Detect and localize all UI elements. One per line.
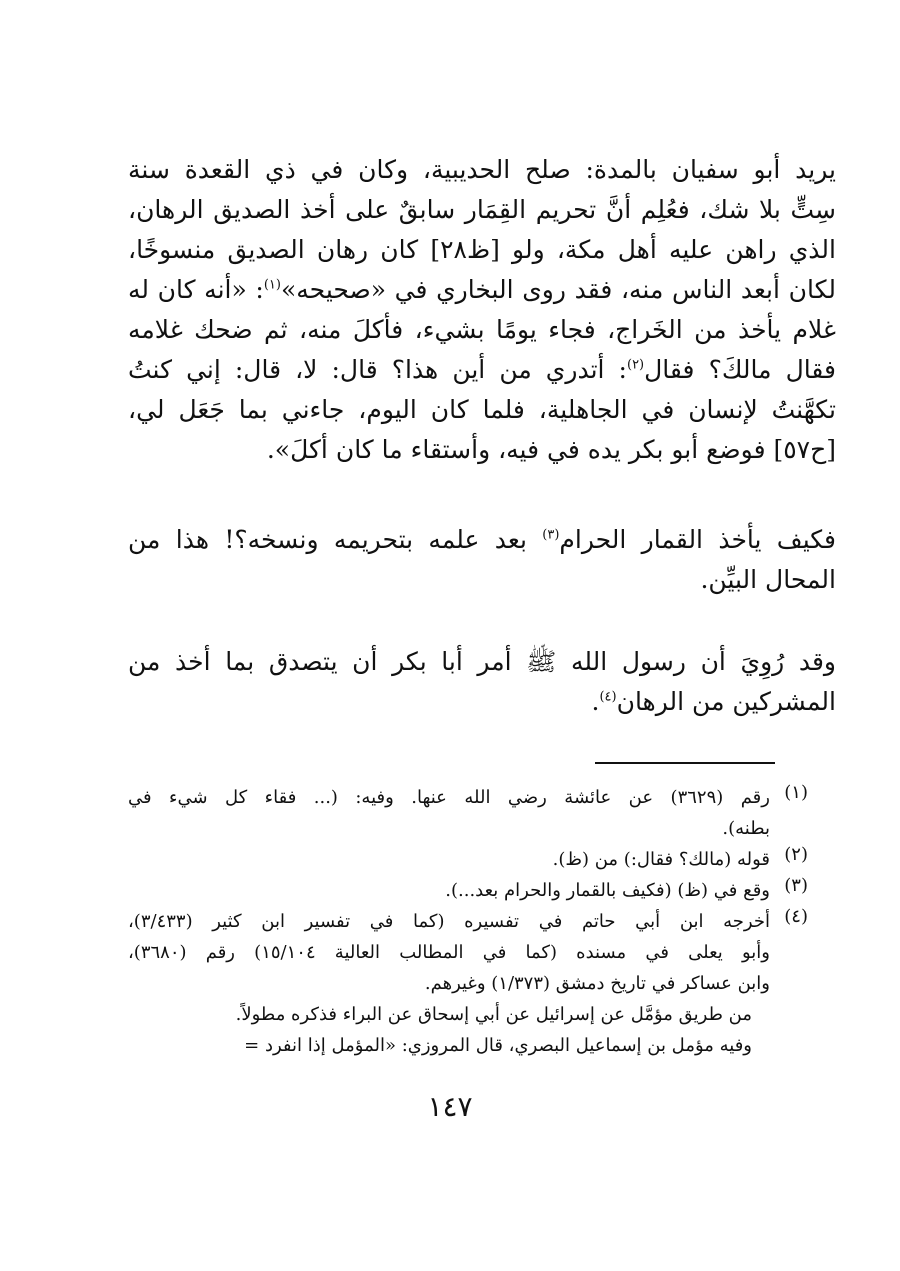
text-line <box>128 350 836 390</box>
footnote-ref-3[interactable]: (٣) <box>542 527 560 543</box>
text-line: سِتٍّ بلا شك، فعُلِم أنَّ تحريم القِمَار سابقٌ على أخذ الصديق الرهان، <box>128 195 836 224</box>
footnote-line: رقم (٣٦٢٩) عن عائشة رضي الله عنها. وفيه: (... فقاء كل شيء في <box>128 787 770 808</box>
footnote-line: وفيه مؤمل بن إسماعيل البصري، قال المروزي: «المؤمل إذا انفرد = <box>244 1035 752 1056</box>
text-line: تكهَّنتُ لإنسان في الجاهلية، فلما كان اليوم، جاءني بما جَعَل لي، <box>128 395 836 424</box>
text-line: غلام يأخذ من الخَراج، فجاء يومًا بشيء، فأكلَ منه، ثم ضحك غلامه <box>128 315 836 344</box>
footnote-number: (١) <box>784 782 808 803</box>
text-line <box>128 520 836 560</box>
footnote-1 <box>128 782 808 844</box>
paragraph-3 <box>128 642 836 722</box>
footnote-number: (٤) <box>784 906 808 927</box>
footnote-line: قوله (مالك؟ فقال:) من (ظ). <box>552 849 770 870</box>
footnote-line: من طريق مؤمَّل عن إسرائيل عن أبي إسحاق عن البراء فذكره مطولاً. <box>235 1004 752 1025</box>
footnote-line: أخرجه ابن أبي حاتم في تفسيره (كما في تفسير ابن كثير (٣/٤٣٣)، <box>128 911 770 932</box>
footnote-line: وابن عساكر في تاريخ دمشق (١/٣٧٣) وغيرهم. <box>424 973 770 994</box>
paragraph-1 <box>128 150 836 470</box>
page-number: ١٤٧ <box>427 1090 473 1123</box>
text-line: وقد رُوِيَ أن رسول الله ﷺ أمر أبا بكر أن يتصدق بما أخذ من <box>128 647 836 676</box>
paragraph-2 <box>128 520 836 600</box>
footnote-line: بطنه). <box>722 818 770 839</box>
footnote-ref-1[interactable]: (١) <box>263 277 281 293</box>
text-fragment: المشركين من الرهان <box>616 687 836 716</box>
text-fragment: فقال مالكَ؟ فقال <box>644 355 836 384</box>
text-fragment: : أتدري من أين هذا؟ قال: لا، قال: إني كنتُ <box>128 355 627 384</box>
footnote-line: وأبو يعلى في مسنده (كما في المطالب العالية ١٥/١٠٤) رقم (٣٦٨٠)، <box>128 942 770 963</box>
text-fragment: فكيف يأخذ القمار الحرام <box>559 525 836 554</box>
text-line: يريد أبو سفيان بالمدة: صلح الحديبية، وكان في ذي القعدة سنة <box>128 155 836 184</box>
footnote-line: وقع في (ظ) (فكيف بالقمار والحرام بعد...). <box>445 880 770 901</box>
text-fragment: : «أنه كان له <box>128 275 264 304</box>
footnote-number: (٢) <box>784 844 808 865</box>
text-fragment: بعد علمه بتحريمه ونسخه؟! هذا من <box>128 525 543 554</box>
footnote-4 <box>128 906 808 999</box>
footnote-number: (٣) <box>784 875 808 896</box>
text-fragment: لكان أبعد الناس منه، فقد روى البخاري في «صحيحه» <box>280 275 836 304</box>
footnotes <box>128 782 808 1061</box>
footnote-4-continuation <box>128 999 808 1061</box>
footnote-ref-4[interactable]: (٤) <box>599 689 617 705</box>
text-line: الذي راهن عليه أهل مكة، ولو [ظ٢٨] كان رهان الصديق منسوخًا، <box>128 235 836 264</box>
text-line: [ح٥٧] فوضع أبو بكر يده في فيه، وأستقاء ما كان أكلَ». <box>266 435 836 464</box>
footnote-2 <box>128 844 808 875</box>
text-fragment: . <box>591 687 600 716</box>
footnote-ref-2[interactable]: (٢) <box>626 357 645 373</box>
footnote-3 <box>128 875 808 906</box>
footnote-separator <box>595 762 775 764</box>
text-line <box>128 270 836 310</box>
text-line: المحال البيِّن. <box>700 565 836 594</box>
text-line <box>128 682 836 722</box>
